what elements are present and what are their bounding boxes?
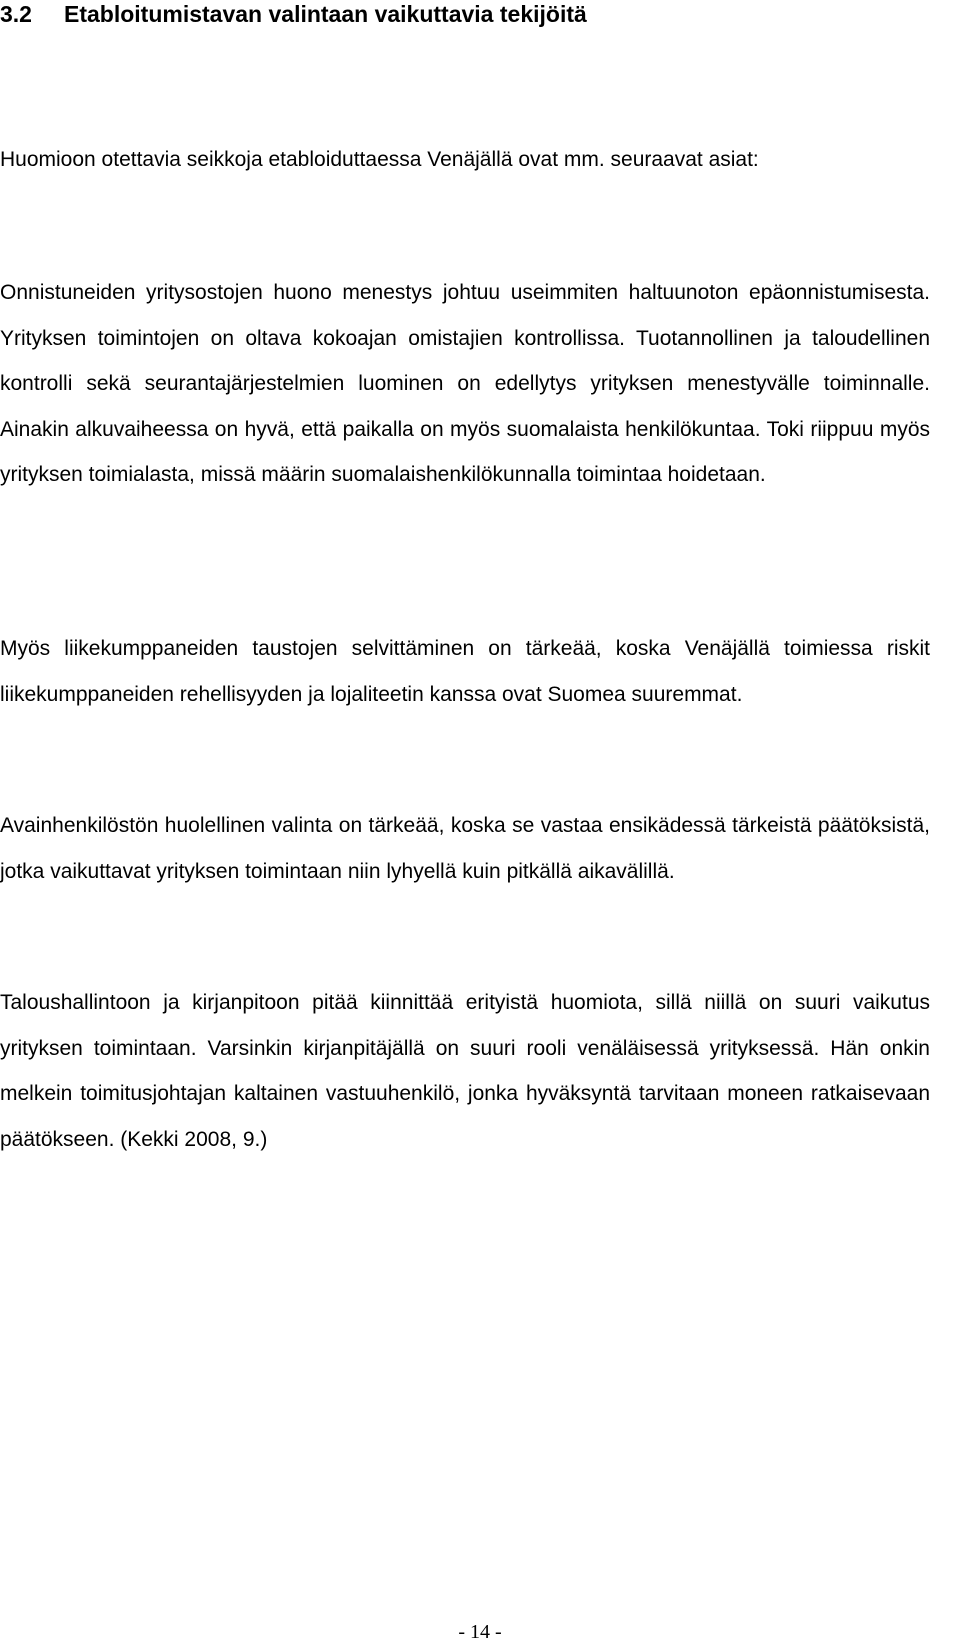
section-title: Etabloitumistavan valintaan vaikuttavia tekijöitä bbox=[64, 1, 587, 27]
paragraph-partners: Myös liikekumppaneiden taustojen selvittäminen on tärkeää, koska Venäjällä toimiessa riskit liikekumppaneiden rehellisyyden ja lojaliteetin kanssa ovat Suomea suuremmat. bbox=[0, 637, 930, 706]
page-number: - 14 - bbox=[458, 1621, 502, 1643]
paragraph-key-personnel: Avainhenkilöstön huolellinen valinta on tärkeää, koska se vastaa ensikädessä tärkeistä päätöksistä, jotka vaikuttavat yrityksen toimintaan niin lyhyellä kuin pitkällä aikavälillä. bbox=[0, 814, 930, 883]
paragraph-acquisitions: Onnistuneiden yritysostojen huono menestys johtuu useimmiten haltuunoton epäonnistumisesta. Yrityksen toimintojen on oltava kokoajan omistajien kontrollissa. Tuotannollinen ja taloudellinen kontrolli sekä seurantajärjestelmien luominen on edellytys yrityksen menestyvälle toiminnalle. Ainakin alkuvaiheessa on hyvä, että paikalla on myös suomalaista henkilökuntaa. Toki riippuu myös yrityksen toimialasta, missä määrin suomalaishenkilökunnalla toimintaa hoidetaan. bbox=[0, 281, 930, 486]
paragraph-accounting: Taloushallintoon ja kirjanpitoon pitää kiinnittää erityistä huomiota, sillä niillä on suuri vaikutus yrityksen toimintaan. Varsinkin kirjanpitäjällä on suuri rooli venäläisessä yrityksessä. Hän onkin melkein toimitusjohtajan kaltainen vastuuhenkilö, jonka hyväksyntä tarvitaan moneen ratkaisevaan päätökseen. (Kekki 2008, 9.) bbox=[0, 991, 930, 1151]
section-number: 3.2 bbox=[0, 1, 32, 27]
paragraph-intro: Huomioon otettavia seikkoja etabloiduttaessa Venäjällä ovat mm. seuraavat asiat: bbox=[0, 148, 759, 171]
section-heading bbox=[0, 0, 587, 28]
